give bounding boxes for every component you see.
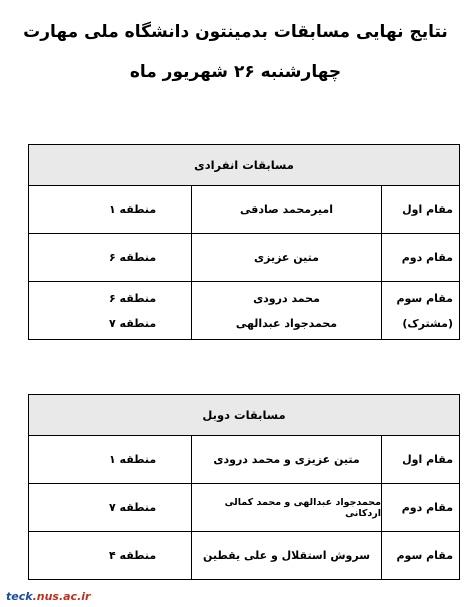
watermark-suffix: .nus.ac.ir [32,590,91,603]
place-note: (مشترک) [402,316,453,330]
place-label: مقام دوم [401,251,453,264]
region-label: منطقه ۶ [109,291,157,305]
table-row [29,234,460,282]
winner-name: محمد درودی [253,291,320,305]
region-label: منطقه ۷ [109,501,157,514]
winner-names: متین عزیزی و محمد درودی [213,453,360,466]
region-label: منطقه ۴ [109,549,157,562]
page-title: نتایج نهایی مسابقات بدمینتون دانشگاه ملی مهارت [23,22,448,42]
place-label: مقام سوم [396,291,453,305]
double-results-table [28,394,460,580]
winner-names: محمدجواد عبدالهی و محمد کمالی اردکانی [224,496,382,519]
winner-name: متین عزیزی [254,251,319,264]
table-row [29,436,460,484]
winner-name: امیرمحمد صادقی [240,203,333,216]
region-label: منطقه ۱ [109,203,157,216]
table-row [29,282,460,340]
region-label: منطقه ۷ [109,316,157,330]
place-label: مقام سوم [396,549,454,562]
winner-names: سروش استقلال و علی یقطین [203,549,371,562]
site-watermark [0,587,106,607]
place-label: مقام اول [402,203,453,216]
winner-name: محمدجواد عبدالهی [235,316,338,330]
watermark-prefix: teck [6,590,33,603]
single-results-table [28,144,460,340]
page-subtitle-date: چهارشنبه ۲۶ شهریور ماه [129,62,342,82]
table-row [29,484,460,532]
table-header: مسابقات انفرادی [29,145,460,186]
table-row [29,532,460,580]
place-label: مقام اول [402,453,454,466]
place-label: مقام دوم [401,501,454,514]
region-label: منطقه ۱ [109,453,157,466]
region-label: منطقه ۶ [109,251,157,264]
table-row [29,186,460,234]
table-header: مسابقات دوبل [29,395,460,436]
